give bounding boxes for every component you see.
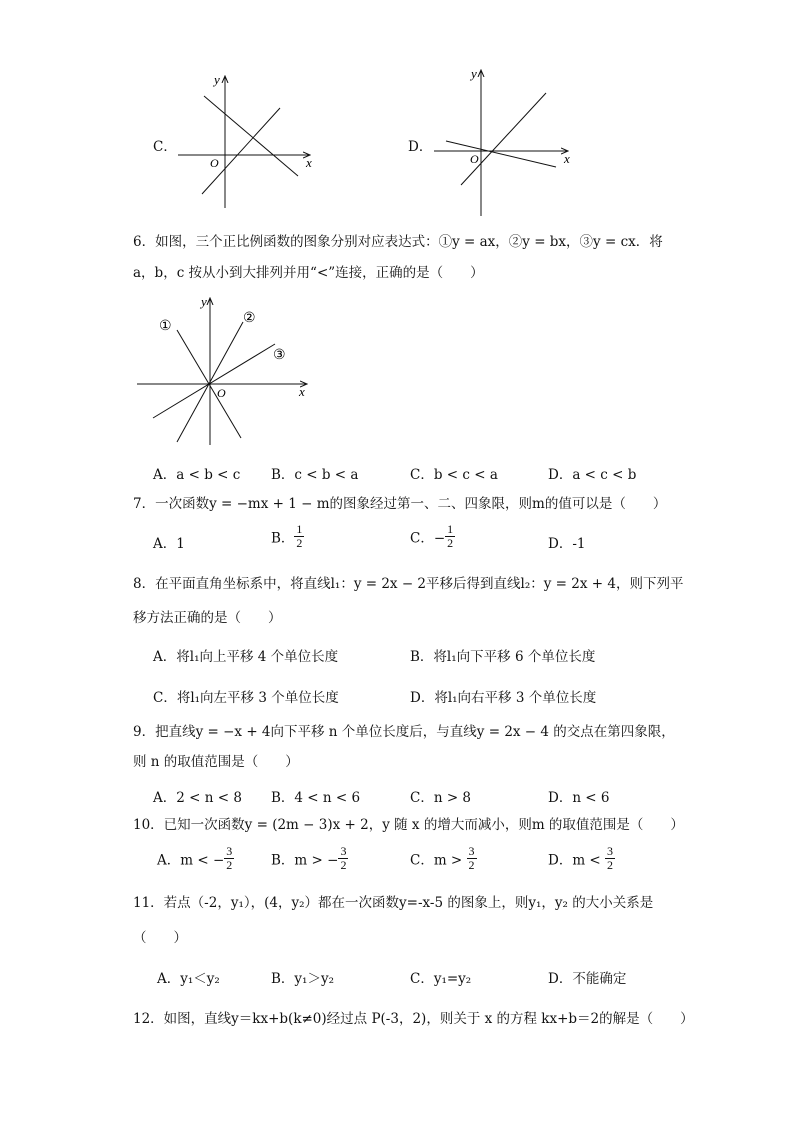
q9-option-b: B．4 < n < 6 [271,790,361,806]
option-c-label: C． [153,139,177,155]
q8-option-b: B．将l₁向下平移 6 个单位长度 [410,649,596,665]
x-label: x [306,155,312,170]
q10-option-c: C．m > $\frac{3}{2}$ [410,844,475,872]
fraction: $\frac{3}{2}$ [226,844,233,872]
q9-text-line2: 则 n 的取值范围是（ ） [133,754,299,770]
q7-option-c: C．− $\frac{1}{2}$ [410,522,454,550]
q8-option-d: D．将l₁向右平移 3 个单位长度 [410,690,597,706]
q6-option-c: C．b < c < a [410,467,498,483]
mark-1: ① [159,319,172,334]
fraction: $\frac{3}{2}$ [607,844,614,872]
q10-option-a: A．m < − $\frac{3}{2}$ [157,844,233,872]
q11-option-b: B．y₁＞y₂ [271,971,334,987]
q11-text-line2: （ ） [133,930,187,946]
graph-d [428,62,578,222]
q11-option-c: C．y₁=y₂ [410,971,472,987]
graph-c [172,70,322,210]
q11-option-d: D．不能确定 [548,971,627,987]
mark-3: ③ [273,348,286,363]
q7-option-a: A．1 [153,536,185,552]
q7-text: 7．一次函数y = −mx + 1 − m的图象经过第一、二、四象限，则m的值可以是（ ） [133,496,667,512]
q7-option-b: B． $\frac{1}{2}$ [271,522,303,550]
fraction: $\frac{3}{2}$ [468,844,475,872]
q6-option-a: A．a < b < c [153,467,241,483]
line-flat [446,141,556,167]
y-label: y [214,72,220,87]
q9-option-d: D．n < 6 [548,790,610,806]
origin-label: O [210,156,219,170]
q10-text: 10．已知一次函数y = (2m − 3)x + 2，y 随 x 的增大而减小，则m 的取值范围是（ ） [133,817,684,833]
line-3 [153,344,275,418]
q8-text-line2: 移方法正确的是（ ） [133,610,282,626]
q10-option-d: D．m < $\frac{3}{2}$ [548,844,614,872]
y-label: y [201,294,207,309]
q6-text-line1: 6．如图，三个正比例函数的图象分别对应表达式：①y = ax，②y = bx，③y = cx．将 [133,234,663,250]
mark-2: ② [243,311,256,326]
origin-label: O [217,386,226,400]
q6-text-line2: a，b，c 按从小到大排列并用“<”连接，正确的是（ ） [133,265,484,281]
x-label: x [564,151,570,166]
q8-text-line1: 8．在平面直角坐标系中，将直线l₁：y = 2x − 2平移后得到直线l₂：y = 2x + 4，则下列平 [133,576,684,592]
fraction: $\frac{1}{2}$ [447,522,454,550]
graph-q6 [135,292,315,452]
q12-text: 12．如图，直线y＝kx+b(k≠0)经过点 P(-3，2)，则关于 x 的方程 kx+b＝2的解是（ ） [133,1011,694,1027]
q11-option-a: A．y₁＜y₂ [157,971,220,987]
q6-option-b: B．c < b < a [271,467,359,483]
line-steep [461,93,546,185]
q9-option-a: A．2 < n < 8 [153,790,242,806]
q9-option-c: C．n > 8 [410,790,472,806]
q10-option-b: B．m > − $\frac{3}{2}$ [271,844,347,872]
q9-text-line1: 9．把直线y = −x + 4向下平移 n 个单位长度后，与直线y = 2x − 4 的交点在第四象限， [133,724,675,740]
option-d-label: D． [408,139,433,155]
q8-option-c: C．将l₁向左平移 3 个单位长度 [153,690,339,706]
q8-option-a: A．将l₁向上平移 4 个单位长度 [153,649,339,665]
y-label: y [471,66,477,81]
q11-text-line1: 11．若点（-2，y₁），(4，y₂）都在一次函数y=-x-5 的图象上，则y₁，y₂ 的大小关系是 [133,895,654,911]
fraction: $\frac{1}{2}$ [296,522,303,550]
q7-option-d: D．-1 [548,536,586,552]
origin-label: O [470,152,479,166]
x-label: x [299,384,305,399]
q6-option-d: D．a < c < b [548,467,637,483]
fraction: $\frac{3}{2}$ [340,844,347,872]
